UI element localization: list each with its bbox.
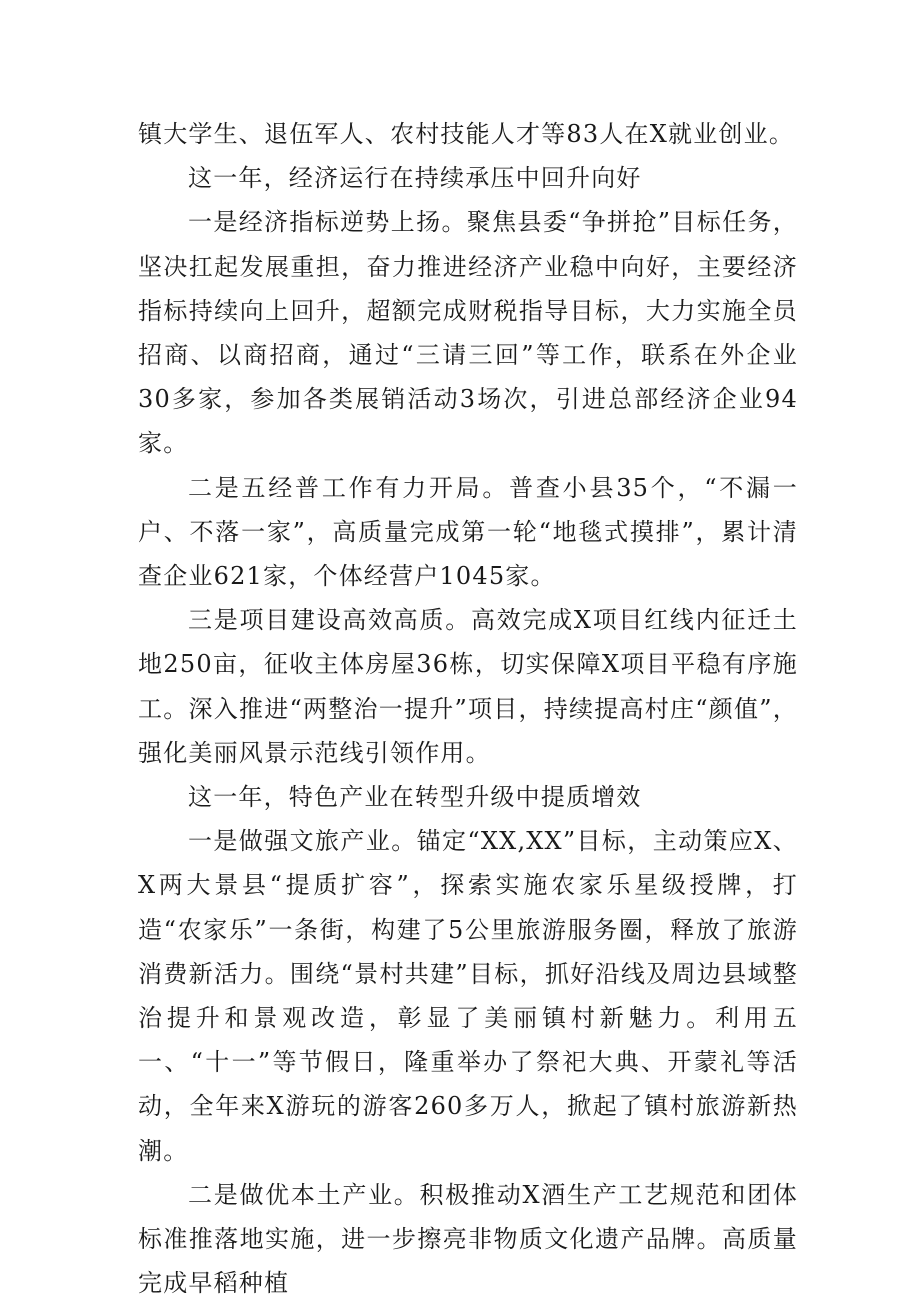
paragraph: 二是做优本土产业。积极推动X酒生产工艺规范和团体标准推落地实施，进一步擦亮非物质文化遗产品牌。高质量完成早稻种植 (138, 1180, 798, 1298)
paragraph: 三是项目建设高效高质。高效完成X项目红线内征迁土地250亩，征收主体房屋36栋，切实保障X项目平稳有序施工。深入推进“两整治一提升”项目，持续提高村庄“颜值”，强化美丽风景示范线引领作用。 (138, 606, 798, 767)
paragraph: 一是经济指标逆势上扬。聚焦县委“争拼抢”目标任务，坚决扛起发展重担，奋力推进经济产业稳中向好，主要经济指标持续向上回升，超额完成财税指导目标，大力实施全员招商、以商招商，通过“三请三回”等工作，联系在外企业30多家，参加各类展销活动3场次，引进总部经济企业94家。 (138, 208, 798, 458)
section-heading: 这一年，经济运行在持续承压中回升向好 (188, 164, 642, 193)
paragraph: 二是五经普工作有力开局。普查小县35个，“不漏一户、不落一家”，高质量完成第一轮“地毯式摸排”，累计清查企业621家，个体经营户1045家。 (138, 473, 798, 591)
paragraph: 一是做强文旅产业。锚定“XX,XX”目标，主动策应X、X两大景县“提质扩容”，探索实施农家乐星级授牌，打造“农家乐”一条街，构建了5公里旅游服务圈，释放了旅游消费新活力。围绕“景村共建”目标，抓好沿线及周边县域整治提升和景观改造，彰显了美丽镇村新魅力。利用五一、“十一”等节假日，隆重举办了祭祀大典、开蒙礼等活动，全年来X游玩的游客260多万人，掀起了镇村旅游新热潮。 (138, 827, 798, 1165)
document-body (138, 112, 798, 1305)
section-heading: 这一年，特色产业在转型升级中提质增效 (188, 783, 642, 812)
paragraph-continuation: 镇大学生、退伍军人、农村技能人才等83人在X就业创业。 (138, 120, 795, 148)
